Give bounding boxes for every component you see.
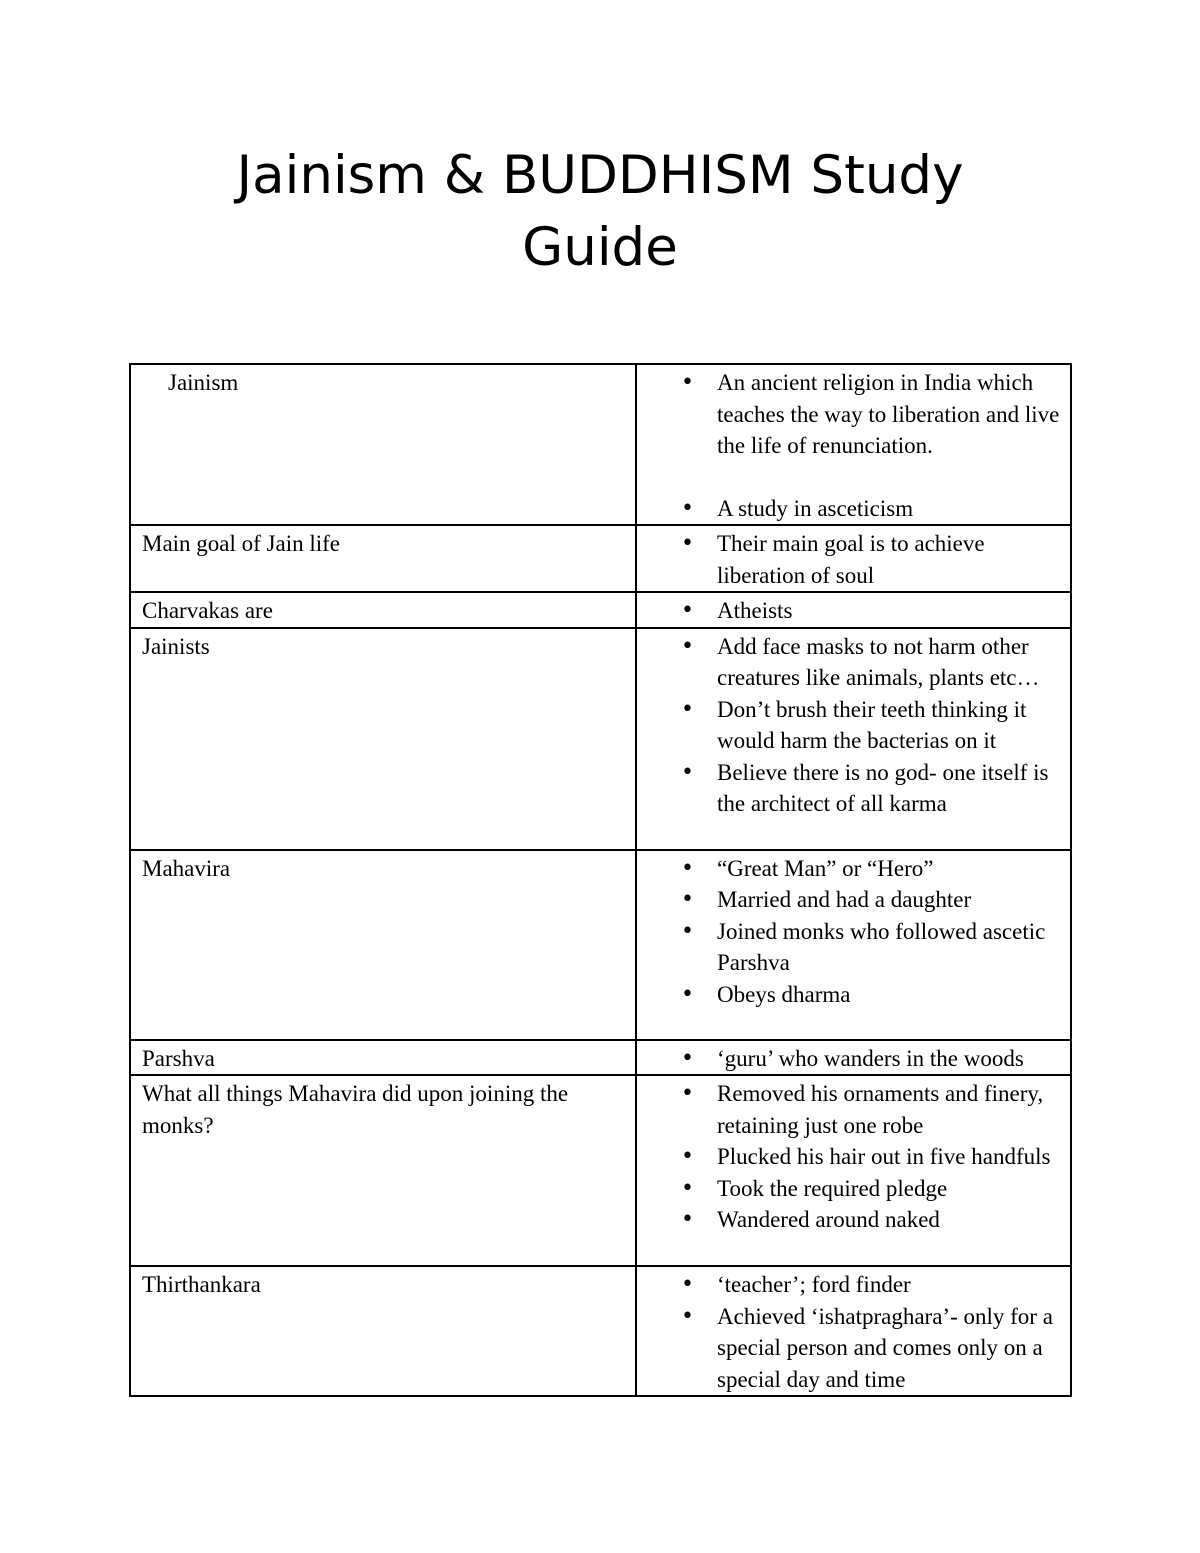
- list-item: • ‘guru’ who wanders in the woods: [637, 1043, 1064, 1075]
- list-item: • Married and had a daughter: [637, 884, 1064, 916]
- bullet-list: [637, 595, 1064, 627]
- term-cell: [130, 628, 636, 850]
- bullet-list: [637, 853, 1064, 1011]
- term-label: Jainists: [142, 633, 210, 659]
- list-item: • ‘teacher’; ford finder: [637, 1269, 1064, 1301]
- description-cell: [636, 1075, 1071, 1266]
- list-item: • Removed his ornaments and finery, retaining just one robe: [637, 1078, 1064, 1141]
- study-guide-table: [129, 363, 1072, 1397]
- description-cell: [636, 364, 1071, 525]
- term-cell: [130, 850, 636, 1040]
- list-item: • A study in asceticism: [637, 493, 1064, 525]
- term-label: Charvakas are: [142, 598, 273, 623]
- description-cell: [636, 1266, 1071, 1396]
- description-cell: [636, 850, 1071, 1040]
- list-item: • Plucked his hair out in five handfuls: [637, 1141, 1064, 1173]
- list-item: • Obeys dharma: [637, 979, 1064, 1011]
- term-cell: [130, 364, 636, 525]
- table-row: [130, 364, 1071, 525]
- description-cell: [636, 628, 1071, 850]
- bullet-list: [637, 1269, 1064, 1395]
- title-line-1: Jainism & BUDDHISM Study: [236, 145, 964, 206]
- term-label: Thirthankara: [142, 1272, 261, 1297]
- list-item: • Took the required pledge: [637, 1173, 1064, 1205]
- term-cell: [130, 525, 636, 592]
- bullet-list: [637, 1078, 1064, 1236]
- term-label: Mahavira: [142, 855, 231, 881]
- term-label: Parshva: [142, 1045, 215, 1071]
- term-label: What all things Mahavira did upon joining the monks?: [142, 1081, 569, 1138]
- term-cell: [130, 1040, 636, 1076]
- term-cell: [130, 1075, 636, 1266]
- list-item: • Believe there is no god- one itself is the architect of all karma: [637, 757, 1064, 820]
- table-row: [130, 525, 1071, 592]
- description-cell: [636, 525, 1071, 592]
- list-item: • “Great Man” or “Hero”: [637, 853, 1064, 885]
- list-item: • Atheists: [637, 595, 1064, 627]
- bullet-list: [637, 631, 1064, 820]
- table-row: [130, 850, 1071, 1040]
- bullet-list: [637, 1043, 1064, 1075]
- table-row: [130, 628, 1071, 850]
- list-item: • Their main goal is to achieve liberation of soul: [637, 528, 1064, 591]
- title-line-2: Guide: [522, 217, 678, 278]
- term-label: Jainism: [168, 370, 239, 395]
- table-row: [130, 1075, 1071, 1266]
- page-title: [0, 140, 1200, 284]
- description-cell: [636, 592, 1071, 628]
- description-cell: [636, 1040, 1071, 1076]
- bullet-list: [637, 367, 1064, 524]
- bullet-list: [637, 528, 1064, 591]
- list-item: • Achieved ‘ishatpraghara’- only for a special person and comes only on a special day and time: [637, 1301, 1064, 1396]
- list-item: • Wandered around naked: [637, 1204, 1064, 1236]
- table-row: [130, 592, 1071, 628]
- table-row: [130, 1040, 1071, 1076]
- list-item: • Joined monks who followed ascetic Parshva: [637, 916, 1064, 979]
- list-item: • Don’t brush their teeth thinking it would harm the bacterias on it: [637, 694, 1064, 757]
- table-row: [130, 1266, 1071, 1396]
- list-item: • Add face masks to not harm other creatures like animals, plants etc…: [637, 631, 1064, 694]
- term-cell: [130, 1266, 636, 1396]
- term-cell: [130, 592, 636, 628]
- term-label: Main goal of Jain life: [142, 531, 341, 556]
- list-item: • An ancient religion in India which teaches the way to liberation and live the life of renunciation.: [637, 367, 1064, 462]
